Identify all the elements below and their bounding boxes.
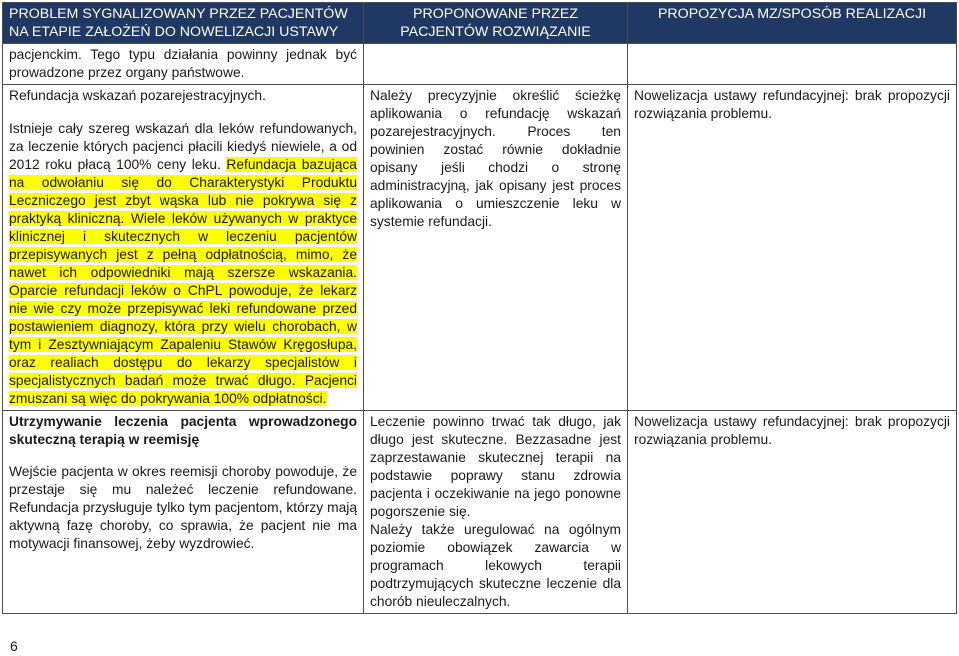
row2-body: Wejście pacjenta w okres reemisji choroby powoduje, że przestaje się mu należeć leczenie refundowane. Refundacja przysługuje tylko tym pacjentom, którzy mają aktywną fazę choroby, co sprawia, że pacjent nie ma motywacji finansowej, żeby wyzdrowieć.: [9, 464, 357, 551]
row0-problem: pacjenckim. Tego typu działania powinny jednak być prowadzone przez organy państwowe.: [3, 44, 364, 85]
row0-mz-proposal: [628, 44, 957, 85]
table-header-row: [3, 3, 957, 44]
row2-title: Utrzymywanie leczenia pacjenta wprowadzonego skuteczną terapią w reemisję: [9, 414, 357, 447]
row1-mz-proposal: Nowelizacja ustawy refundacyjnej: brak propozycji rozwiązania problemu.: [628, 85, 957, 411]
row0-solution: [364, 44, 628, 85]
row1-body: [9, 120, 357, 408]
row2-mz-proposal: Nowelizacja ustawy refundacyjnej: brak propozycji rozwiązania problemu.: [628, 411, 957, 614]
row1-title: Refundacja wskazań pozarejestracyjnych.: [9, 88, 266, 103]
table-row: [3, 85, 957, 411]
row1-problem: [3, 85, 364, 411]
page-number: 6: [10, 638, 18, 654]
row2-solution: [364, 411, 628, 614]
row1-solution: Należy precyzyjnie określić ścieżkę aplikowania o refundację wskazań pozarejestracyjnych. Proces ten powinien zostać równie dokładnie opisany jeśli chodzi o stronę administracyjną, jak opisany jest proces aplikowania o umieszczenie leku w systemie refundacji.: [364, 85, 628, 411]
row2-solution-p1: Leczenie powinno trwać tak długo, jak długo jest skuteczne. Bezzasadne jest zaprzestawanie skutecznej terapii na podstawie poprawy stanu zdrowia pacjenta i oczekiwanie na jego ponowne pogorszenie się.: [370, 414, 621, 519]
header-solution: PROPONOWANE PRZEZ PACJENTÓW ROZWIĄZANIE: [364, 3, 628, 44]
row2-problem: [3, 411, 364, 614]
table-row: [3, 411, 957, 614]
header-problem: PROBLEM SYGNALIZOWANY PRZEZ PACJENTÓW NA ETAPIE ZAŁOŻEŃ DO NOWELIZACJI USTAWY: [3, 3, 364, 44]
proposals-table: [2, 2, 957, 614]
header-mz-proposal: PROPOZYCJA MZ/SPOSÓB REALIZACJI: [628, 3, 957, 44]
row2-solution-p2: Należy także uregulować na ogólnym poziomie obowiązek zawarcia w programach lekowych terapii podtrzymujących skuteczne leczenie dla chorób nieuleczalnych.: [370, 522, 621, 609]
table-row: [3, 44, 957, 85]
row1-body-highlight: Refundacja bazująca na odwołaniu się do Charakterystyki Produktu Leczniczego jest zbyt wąska lub nie pokrywa się z praktyką kliniczną. Wiele leków używanych w praktyce klinicznej i skutecznych w leczeniu pacjentów przepisywanych jest z pełną odpłatnością, mimo, że nawet ich odpowiedniki mają szersze wskazania. Oparcie refundacji leków o ChPL powoduje, że lekarz nie wie czy może przepisywać leki refundowane przed postawieniem diagnozy, która przy wielu chorobach, w tym i Zesztywniającym Zapaleniu Stawów Kręgosłupa, oraz realiach dostępu do lekarzy specjalistów i specjalistycznych badań może trwać długo. Pacjenci zmuszani są więc do pokrywania 100% odpłatności.: [9, 157, 357, 406]
row1-body-plain: Istnieje cały szereg wskazań dla leków refundowanych, za leczenie których pacjenci płacili kiedyś niewiele, a od 2012 roku płacą 100% ceny leku.: [9, 121, 357, 172]
